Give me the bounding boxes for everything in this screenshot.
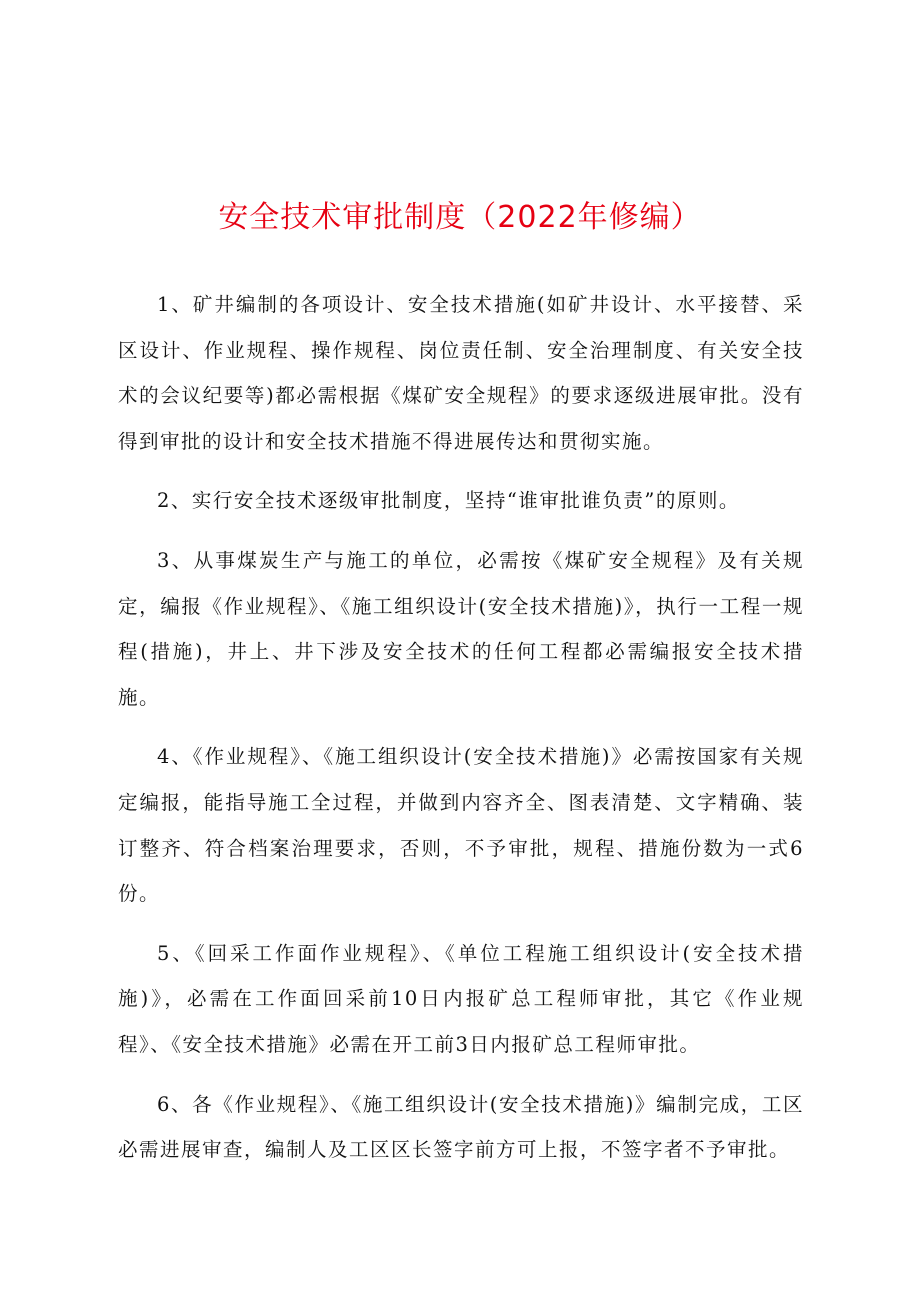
document-title: 安全技术审批制度（2022年修编）	[218, 200, 702, 235]
paragraph-4: 4、《作业规程》、《施工组织设计(安全技术措施)》必需按国家有关规定编报，能指导施工全过程，并做到内容齐全、图表清楚、文字精确、装订整齐、符合档案治理要求，否则，不予审批，规程、措施份数为一式6份。	[118, 745, 804, 906]
document-body	[118, 282, 804, 1187]
paragraph-3: 3、从事煤炭生产与施工的单位，必需按《煤矿安全规程》及有关规定，编报《作业规程》、《施工组织设计(安全技术措施)》，执行一工程一规程(措施)，井上、井下涉及安全技术的任何工程都必需编报安全技术措施。	[118, 548, 804, 709]
paragraph-1: 1、矿井编制的各项设计、安全技术措施(如矿井设计、水平接替、采区设计、作业规程、操作规程、岗位责任制、安全治理制度、有关安全技术的会议纪要等)都必需根据《煤矿安全规程》的要求逐级进展审批。没有得到审批的设计和安全技术措施不得进展传达和贯彻实施。	[118, 293, 804, 453]
paragraph-6: 6、各《作业规程》、《施工组织设计(安全技术措施)》编制完成，工区必需进展审查，编制人及工区区长签字前方可上报，不签字者不予审批。	[118, 1092, 804, 1162]
paragraph-5: 5、《回采工作面作业规程》、《单位工程施工组织设计(安全技术措施)》，必需在工作面回采前10日内报矿总工程师审批，其它《作业规程》、《安全技术措施》必需在开工前3日内报矿总工程师审批。	[118, 941, 804, 1056]
paragraph-2: 2、实行安全技术逐级审批制度，坚持“谁审批谁负责”的原则。	[157, 489, 740, 513]
